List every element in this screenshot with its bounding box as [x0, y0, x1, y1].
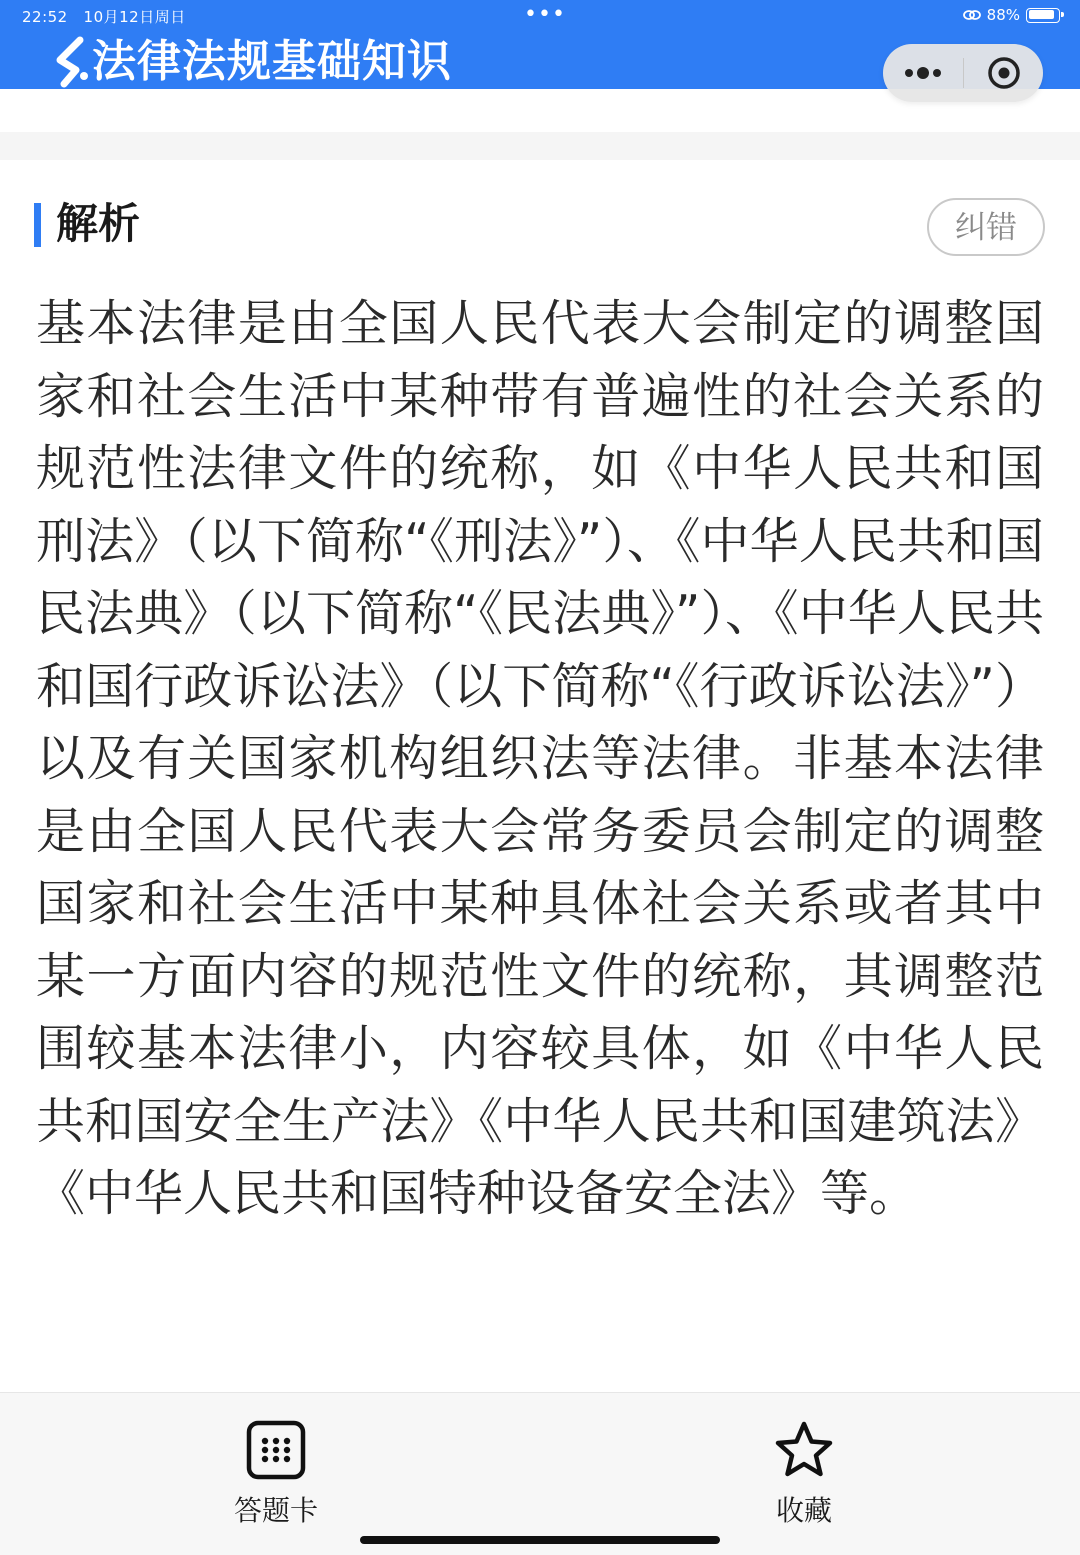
answer-card-button[interactable] [206, 1419, 346, 1529]
multitask-dots[interactable]: ••• [524, 2, 566, 27]
analysis-title: 解析 [56, 199, 141, 248]
favorite-label: 收藏 [775, 1494, 832, 1527]
battery-icon [1026, 8, 1060, 23]
analysis-body: 基本法律是由全国人民代表大会制定的调整国家和社会生活中某种带有普遍性的社会关系的规范性法律文件的统称，如《中华人民共和国刑法》（以下简称“《刑法》”）、《中华人民共和国民法典》（以下简称“《民法典》”）、《中华人民共和国行政诉讼法》（以下简称“《行政诉讼法》”）以及有关国家机构组织法等法律。非基本法律是由全国人民代表大会常务委员会制定的调整国家和社会生活中某种具体社会关系或者其中某一方面内容的规范性文件的统称，其调整范围较基本法律小，内容较具体，如《中华人民共和国安全生产法》《中华人民共和国建筑法》《中华人民共和国特种设备安全法》等。 [36, 295, 1044, 1222]
top-header [0, 0, 1080, 89]
page-title: 法律法规基础知识 [92, 36, 452, 87]
link-icon [963, 9, 981, 21]
more-dots-icon [903, 66, 943, 80]
status-date-text: 10月12日周日 [83, 8, 186, 26]
target-close-icon [986, 55, 1022, 91]
mini-program-capsule [883, 44, 1043, 102]
section-accent-bar [34, 203, 41, 247]
status-time [22, 6, 186, 27]
star-icon [773, 1419, 835, 1481]
answer-card-label: 答题卡 [233, 1494, 318, 1527]
status-right [963, 6, 1060, 24]
report-error-button[interactable]: 纠错 [927, 198, 1045, 256]
app-logo-icon [50, 36, 94, 88]
close-button[interactable] [964, 44, 1043, 102]
bottom-nav [0, 1392, 1080, 1555]
home-indicator[interactable] [360, 1536, 720, 1544]
status-time-text: 22:52 [22, 8, 68, 26]
section-divider [0, 132, 1080, 160]
grid-icon [245, 1419, 307, 1481]
more-button[interactable] [883, 44, 963, 102]
battery-percent: 88% [986, 6, 1020, 24]
favorite-button[interactable] [734, 1419, 874, 1529]
